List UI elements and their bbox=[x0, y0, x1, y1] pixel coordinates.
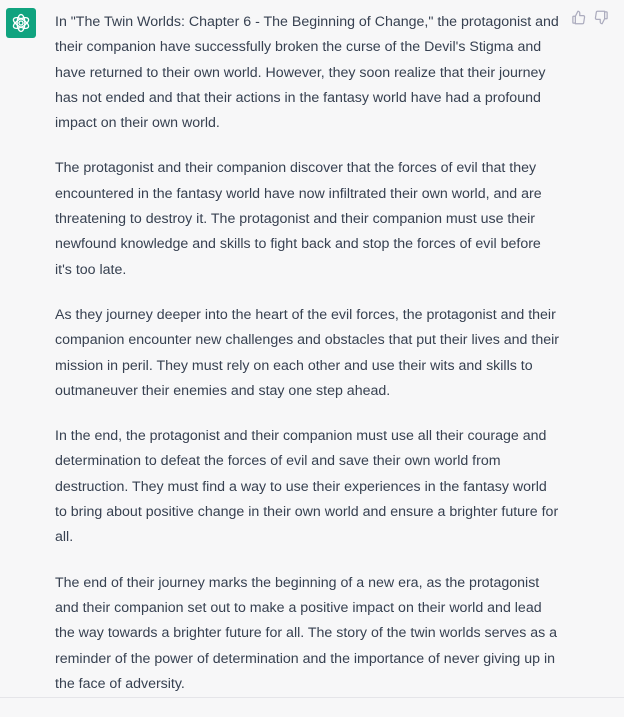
message-paragraph: The protagonist and their companion discover that the forces of evil that they encountered in the fantasy world have now infiltrated their own world, and are threatening to destroy it. The protagonist and their companion must use their newfound knowledge and skills to fight back and stop the forces of evil before it's too late. bbox=[55, 160, 542, 278]
thumbs-down-button[interactable] bbox=[593, 9, 610, 26]
message-paragraph: In the end, the protagonist and their companion must use all their courage and determination to defeat the forces of evil and save their own world from destruction. They must find a way to use their experiences in the fantasy world to bring about positive change in their own world and ensure a brighter future for all. bbox=[55, 428, 559, 546]
thumbs-up-button[interactable] bbox=[570, 9, 587, 26]
openai-logo-icon bbox=[10, 12, 32, 34]
message-paragraph: As they journey deeper into the heart of the evil forces, the protagonist and their companion encounter new challenges and obstacles that put their lives and their mission in peril. They must rely on each other and use their wits and skills to outmaneuver their enemies and stay one step ahead. bbox=[55, 306, 559, 399]
message-actions bbox=[570, 9, 610, 26]
message-content bbox=[55, 10, 560, 717]
message-paragraph: The end of their journey marks the beginning of a new era, as the protagonist and their companion set out to make a positive impact on their world and lead the way towards a brighter future for all. The story of the twin worlds serves as a reminder of the power of determination and the importance of never giving up in the face of adversity. bbox=[55, 574, 558, 692]
message-paragraph: In "The Twin Worlds: Chapter 6 - The Beginning of Change," the protagonist and their companion have successfully broken the curse of the Devil's Stigma and have returned to their own world. However, they soon realize that their journey has not ended and that their actions in the fantasy world have had a profound impact on their own world. bbox=[55, 14, 559, 132]
thumbs-down-icon bbox=[594, 10, 609, 25]
thumbs-up-icon bbox=[571, 10, 586, 25]
assistant-avatar bbox=[6, 8, 36, 38]
